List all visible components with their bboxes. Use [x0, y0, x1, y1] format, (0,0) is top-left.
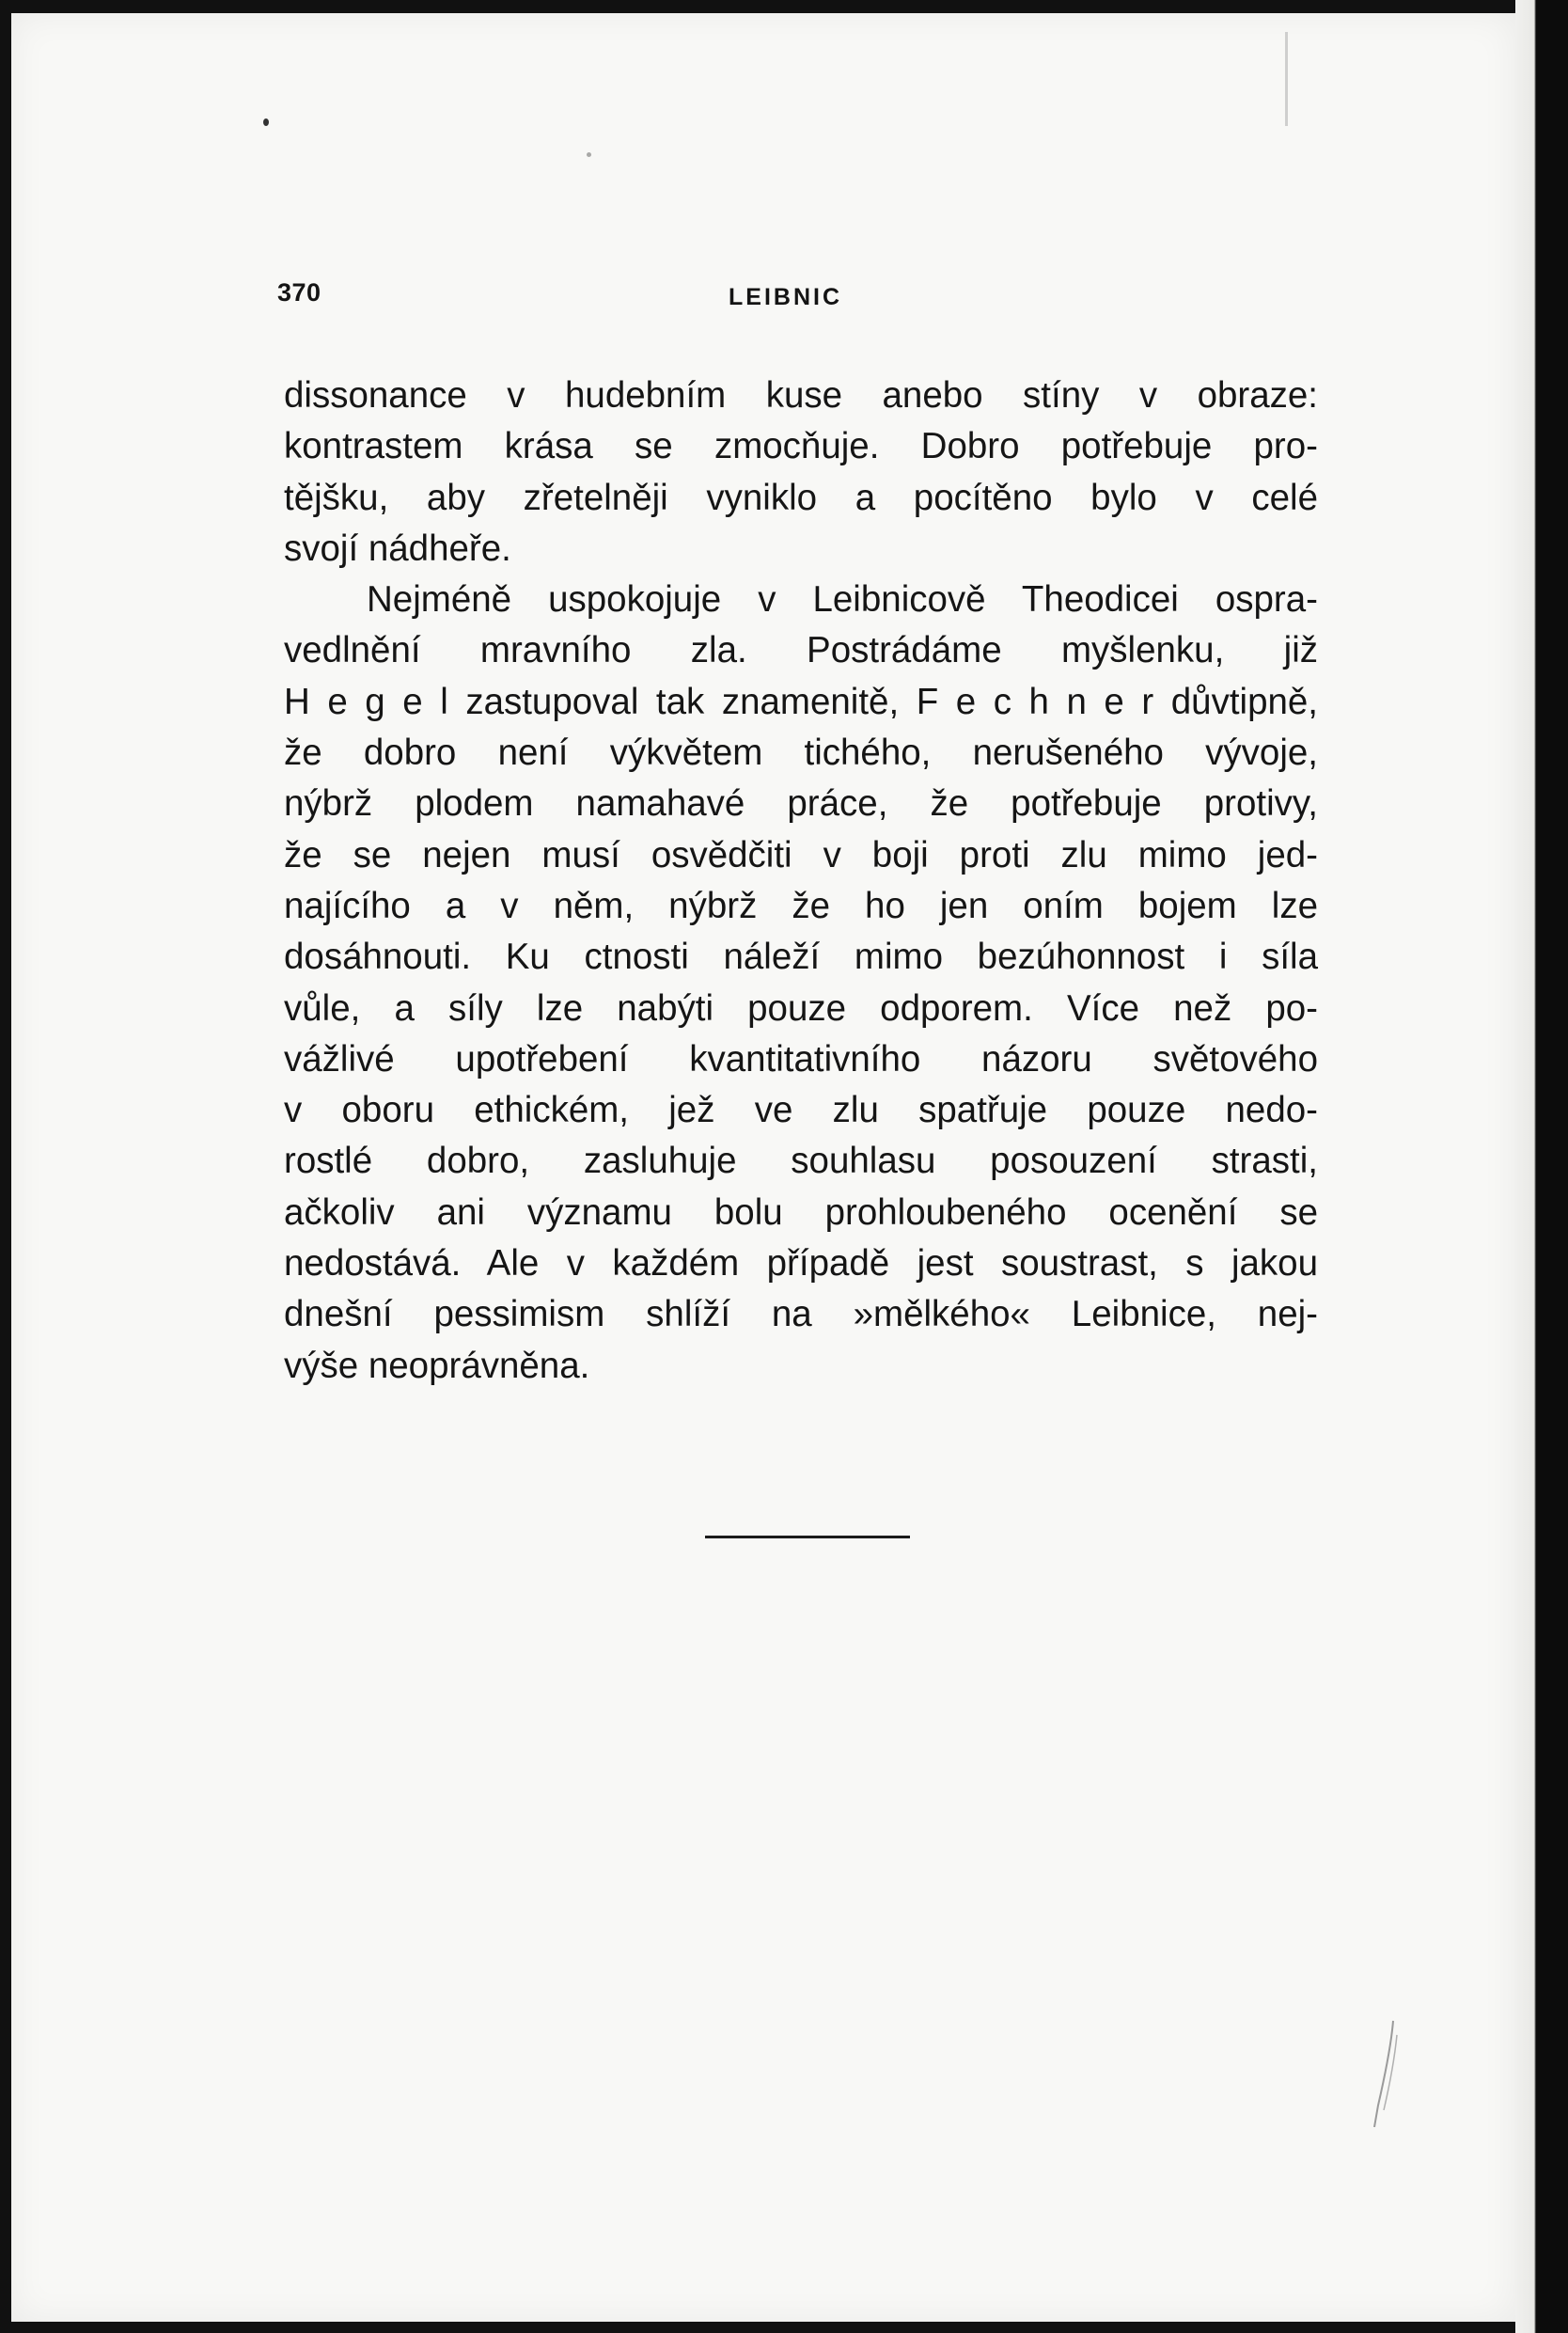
- text-line: najícího a v něm, nýbrž že ho jen oním bojem lze: [284, 885, 1318, 926]
- text-line: dosáhnouti. Ku ctnosti náleží mimo bezúhonnost i síla: [284, 937, 1318, 978]
- text-line: že se nejen musí osvědčiti v boji proti zlu mimo jed-: [284, 834, 1318, 875]
- text-line: Nejméně uspokojuje v Leibnicově Theodicei ospra-: [367, 579, 1318, 621]
- text-line: v oboru ethickém, jež ve zlu spatřuje pouze nedo-: [284, 1090, 1318, 1131]
- binding-shadow: [1285, 32, 1288, 126]
- text-line: nýbrž plodem namahavé práce, že potřebuje protivy,: [284, 783, 1318, 825]
- body-text: [284, 370, 1318, 1392]
- text-line: tějšku, aby zřetelněji vyniklo a pocítěno bylo v celé: [284, 477, 1318, 518]
- scan-speck: [263, 118, 269, 126]
- running-head: [277, 278, 1358, 316]
- page-number: 370: [277, 278, 321, 307]
- text-line: kontrastem krása se zmocňuje. Dobro potřebuje pro-: [284, 426, 1318, 467]
- text-line: rostlé dobro, zasluhuje souhlasu posouzení strasti,: [284, 1141, 1318, 1182]
- page-edge: [1515, 0, 1568, 2333]
- running-title: LEIBNIC: [729, 284, 842, 310]
- text-line: vážlivé upotřebení kvantitativního názoru světového: [284, 1038, 1318, 1080]
- chapter-end-rule: [705, 1536, 910, 1538]
- text-line: vůle, a síly lze nabýti pouze odporem. Více než po-: [284, 987, 1318, 1029]
- pencil-mark: [1365, 2016, 1403, 2129]
- text-line: svojí nádheře.: [284, 528, 511, 569]
- scan-speck: [587, 152, 591, 157]
- text-line: ačkoliv ani významu bolu prohloubeného ocenění se: [284, 1191, 1318, 1233]
- text-line: výše neoprávněna.: [284, 1345, 590, 1386]
- text-line: vedlnění mravního zla. Postrádáme myšlenku, již: [284, 630, 1318, 671]
- text-line: H e g e l zastupoval tak znamenitě, F e c h n e r důvtipně,: [284, 681, 1318, 722]
- text-line: nedostává. Ale v každém případě jest soustrast, s jakou: [284, 1243, 1318, 1285]
- text-line: že dobro není výkvětem tichého, nerušeného vývoje,: [284, 733, 1318, 774]
- text-line: dnešní pessimism shlíží na »mělkého« Leibnice, nej-: [284, 1294, 1318, 1335]
- text-line: dissonance v hudebním kuse anebo stíny v obraze:: [284, 375, 1318, 416]
